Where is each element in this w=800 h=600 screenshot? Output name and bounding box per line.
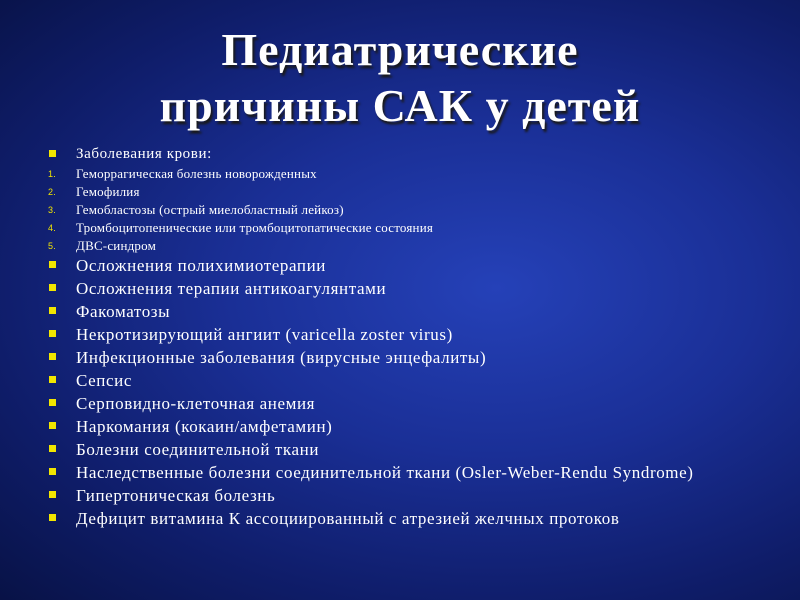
list-item xyxy=(48,146,748,163)
list-item-text: Осложнения полихимиотерапии xyxy=(76,256,327,275)
list-item-text: Инфекционные заболевания (вирусные энцефалиты) xyxy=(76,348,487,367)
list-item xyxy=(48,348,748,367)
list-item xyxy=(48,371,748,390)
square-bullet-icon xyxy=(49,307,56,314)
square-bullet-icon xyxy=(49,150,56,157)
square-bullet-icon xyxy=(49,468,56,475)
numbered-item-text: Тромбоцитопенические или тромбоцитопатические состояния xyxy=(76,220,434,235)
list-item-text: Заболевания крови: xyxy=(76,146,212,162)
title-line-1: Педиатрические xyxy=(221,24,579,75)
title-line-2: причины САК у детей xyxy=(159,80,641,131)
list-item-text: Болезни соединительной ткани xyxy=(76,440,320,459)
list-item-text: Осложнения терапии антикоагулянтами xyxy=(76,279,387,298)
slide-title xyxy=(0,22,800,134)
numbered-item xyxy=(48,238,748,253)
item-number: 2. xyxy=(48,187,56,197)
square-bullet-icon xyxy=(49,445,56,452)
list-item-text: Наследственные болезни соединительной ткани (Osler-Weber-Rendu Syndrome) xyxy=(76,463,694,482)
list-item xyxy=(48,279,748,298)
square-bullet-icon xyxy=(49,491,56,498)
list-item xyxy=(48,256,748,275)
list-item-text: Гипертоническая болезнь xyxy=(76,486,276,505)
square-bullet-icon xyxy=(49,399,56,406)
list-item-text: Факоматозы xyxy=(76,302,171,321)
numbered-item xyxy=(48,184,748,199)
list-item xyxy=(48,509,748,528)
list-item xyxy=(48,486,748,505)
item-number: 1. xyxy=(48,169,56,179)
numbered-item-text: Гемобластозы (острый миелобластный лейкоз) xyxy=(76,202,344,217)
square-bullet-icon xyxy=(49,514,56,521)
list-item xyxy=(48,302,748,321)
numbered-item xyxy=(48,220,748,235)
item-number: 5. xyxy=(48,241,56,251)
list-item-text: Некротизирующий ангиит (varicella zoster virus) xyxy=(76,325,453,344)
item-number: 3. xyxy=(48,205,56,215)
numbered-item xyxy=(48,166,748,181)
square-bullet-icon xyxy=(49,330,56,337)
list-item xyxy=(48,463,748,482)
square-bullet-icon xyxy=(49,422,56,429)
list-item xyxy=(48,417,748,436)
numbered-item xyxy=(48,202,748,217)
list-item xyxy=(48,325,748,344)
list-item-text: Наркомания (кокаин/амфетамин) xyxy=(76,417,333,436)
square-bullet-icon xyxy=(49,261,56,268)
square-bullet-icon xyxy=(49,284,56,291)
item-number: 4. xyxy=(48,223,56,233)
list-item xyxy=(48,440,748,459)
bullet-list xyxy=(48,146,748,532)
list-item-text: Сепсис xyxy=(76,371,132,390)
list-item-text: Серповидно-клеточная анемия xyxy=(76,394,316,413)
numbered-item-text: ДВС-синдром xyxy=(76,238,157,253)
numbered-item-text: Геморрагическая болезнь новорожденных xyxy=(76,166,317,181)
list-item-text: Дефицит витамина К ассоциированный с атрезией желчных протоков xyxy=(76,509,620,528)
numbered-item-text: Гемофилия xyxy=(76,184,140,199)
square-bullet-icon xyxy=(49,376,56,383)
list-item xyxy=(48,394,748,413)
square-bullet-icon xyxy=(49,353,56,360)
